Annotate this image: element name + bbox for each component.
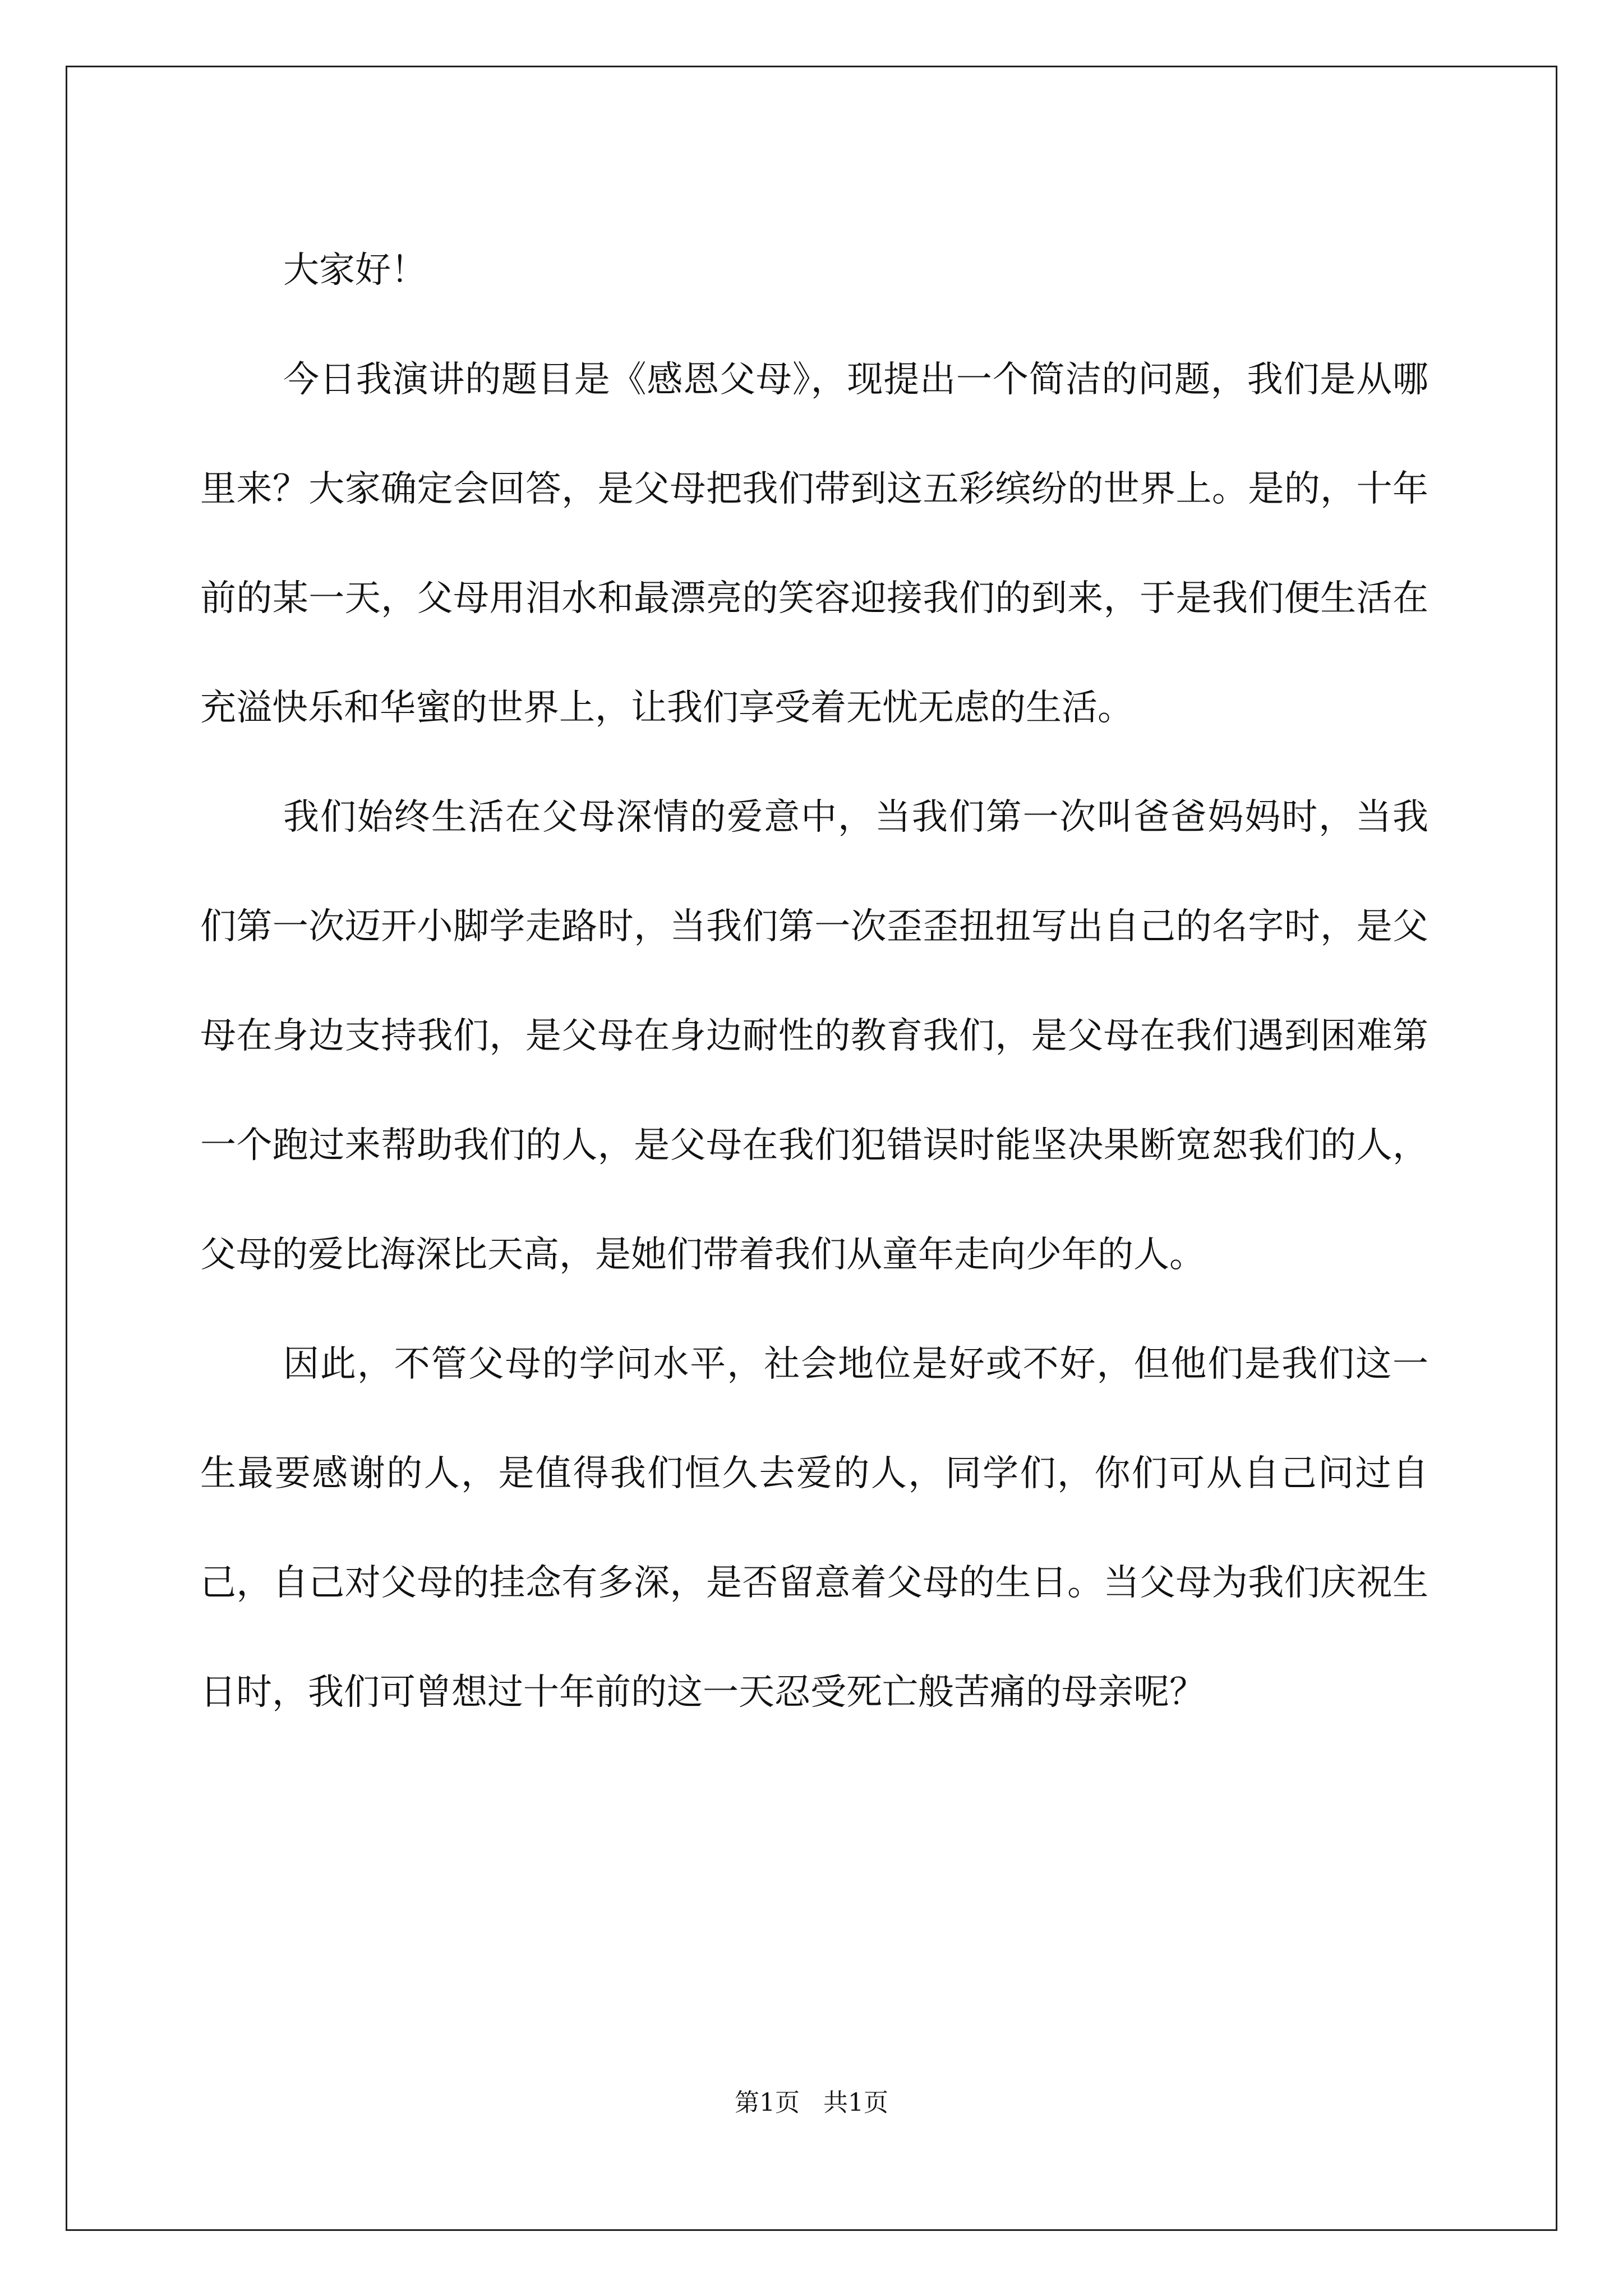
page-footer: 第1页 共1页 [735, 2088, 888, 2117]
document-body [200, 216, 1428, 1747]
paragraph-1: 今日我演讲的题目是《感恩父母》，现提出一个简洁的问题，我们是从哪里来？大家确定会回答，是父母把我们带到这五彩缤纷的世界上。是的，十年前的某一天，父母用泪水和最漂亮的笑容迎接我们的到来，于是我们便生活在充溢快乐和华蜜的世界上，让我们享受着无忧无虑的生活。 [200, 359, 1428, 729]
greeting-text: 大家好！ [283, 250, 427, 291]
paragraph-3: 因此，不管父母的学问水平，社会地位是好或不好，但他们是我们这一生最要感谢的人，是值得我们恒久去爱的人，同学们，你们可从自己问过自己，自己对父母的挂念有多深，是否留意着父母的生日。当父母为我们庆祝生日时，我们可曾想过十年前的这一天忍受死亡般苦痛的母亲呢？ [200, 1343, 1428, 1713]
paragraph-2: 我们始终生活在父母深情的爱意中，当我们第一次叫爸爸妈妈时，当我们第一次迈开小脚学走路时，当我们第一次歪歪扭扭写出自己的名字时，是父母在身边支持我们，是父母在身边耐性的教育我们，是父母在我们遇到困难第一个跑过来帮助我们的人，是父母在我们犯错误时能坚决果断宽恕我们的人，父母的爱比海深比天高，是她们带着我们从童年走向少年的人。 [200, 797, 1428, 1276]
